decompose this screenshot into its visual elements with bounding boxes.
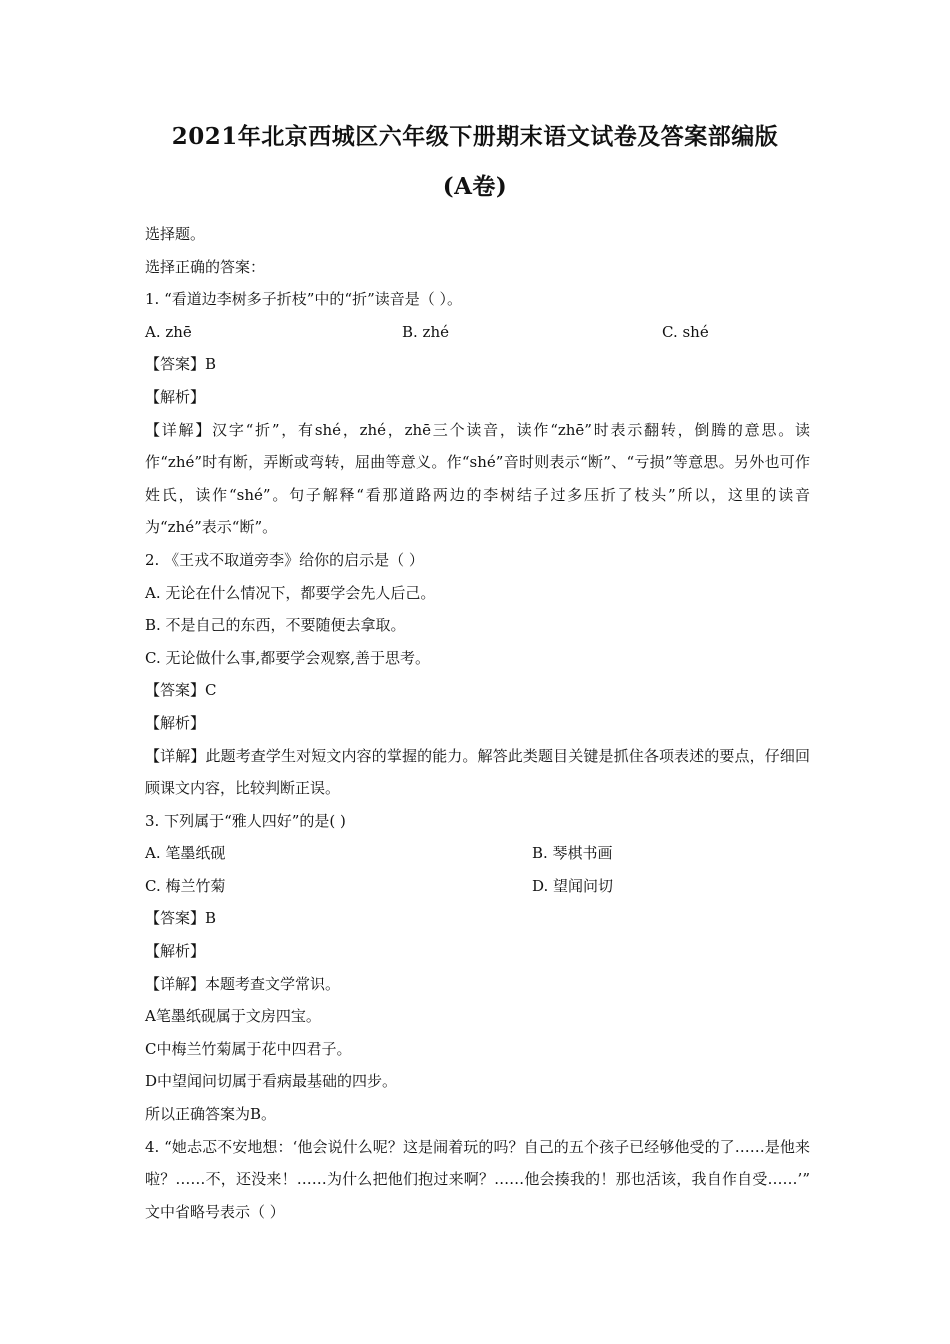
question-4-stem: 4. “她忐忑不安地想：‘他会说什么呢？这是闹着玩的吗？自己的五个孩子已经够他受的了……是他来啦？……不，还没来！……为什么把他们抱过来啊？……他会揍我的！那也活该，我自作自受……’” 文中省略号表示（ ）	[145, 1137, 810, 1221]
question-1-option-c: C. shé	[662, 322, 709, 341]
question-3-option-a: A. 笔墨纸砚	[145, 844, 226, 863]
question-1-detail: 【详解】汉字“折”，有shé，zhé，zhē三个读音，读作“zhē”时表示翻转，倒腾的意思。读作“zhé”时有断，弄断或弯转，屈曲等意义。作“shé”音时则表示“断”、“亏损”等意思。另外也可作姓氏，读作“shé”。句子解释“看那道路两边的李树结子过多压折了枝头”所以，这里的读音为“zhé”表示“断”。	[145, 420, 810, 537]
document-body	[145, 218, 810, 1228]
question-3-note-a: A笔墨纸砚属于文房四宝。	[145, 1007, 321, 1026]
question-2-analysis-label: 【解析】	[145, 713, 206, 732]
page-subtitle: (A卷)	[442, 173, 508, 200]
question-1-option-b: B. zhé	[402, 322, 449, 341]
question-3-note-c: C中梅兰竹菊属于花中四君子。	[145, 1039, 352, 1058]
question-2-stem: 2. 《王戎不取道旁李》给你的启示是（ ）	[145, 550, 424, 569]
question-2-detail: 【详解】此题考查学生对短文内容的掌握的能力。解答此类题目关键是抓住各项表述的要点，仔细回顾课文内容，比较判断正误。	[145, 746, 810, 798]
page-title: 2021年北京西城区六年级下册期末语文试卷及答案部编版	[171, 123, 779, 150]
question-3-option-b: B. 琴棋书画	[532, 844, 613, 863]
instruction-text: 选择正确的答案：	[145, 257, 266, 276]
question-3-option-d: D. 望闻问切	[532, 876, 614, 895]
question-3-analysis-label: 【解析】	[145, 942, 206, 961]
question-1-analysis-label: 【解析】	[145, 387, 206, 406]
question-3-note-d: D中望闻问切属于看病最基础的四步。	[145, 1072, 398, 1091]
question-3-answer: 【答案】B	[145, 909, 217, 928]
question-2-option-b: B. 不是自己的东西，不要随便去拿取。	[145, 616, 406, 635]
question-3-options-row-2	[145, 870, 810, 903]
question-3-option-c: C. 梅兰竹菊	[145, 876, 226, 895]
question-3-stem: 3. 下列属于“雅人四好”的是( )	[145, 811, 346, 830]
question-3-detail: 【详解】本题考查文学常识。	[145, 974, 341, 993]
question-2-answer: 【答案】C	[145, 681, 217, 700]
question-1-stem: 1. “看道边李树多子折枝”中的“折”读音是（ ）。	[145, 290, 463, 309]
question-2-option-a: A. 无论在什么情况下，都要学会先人后己。	[145, 583, 436, 602]
question-2-option-c: C. 无论做什么事,都要学会观察,善于思考。	[145, 648, 431, 667]
section-heading: 选择题。	[145, 225, 206, 243]
question-3-options-row-1	[145, 837, 810, 870]
question-1-answer: 【答案】B	[145, 355, 217, 374]
question-1-options	[145, 316, 810, 349]
question-1-option-a: A. zhē	[145, 322, 192, 341]
question-3-conclusion: 所以正确答案为B。	[145, 1105, 277, 1124]
